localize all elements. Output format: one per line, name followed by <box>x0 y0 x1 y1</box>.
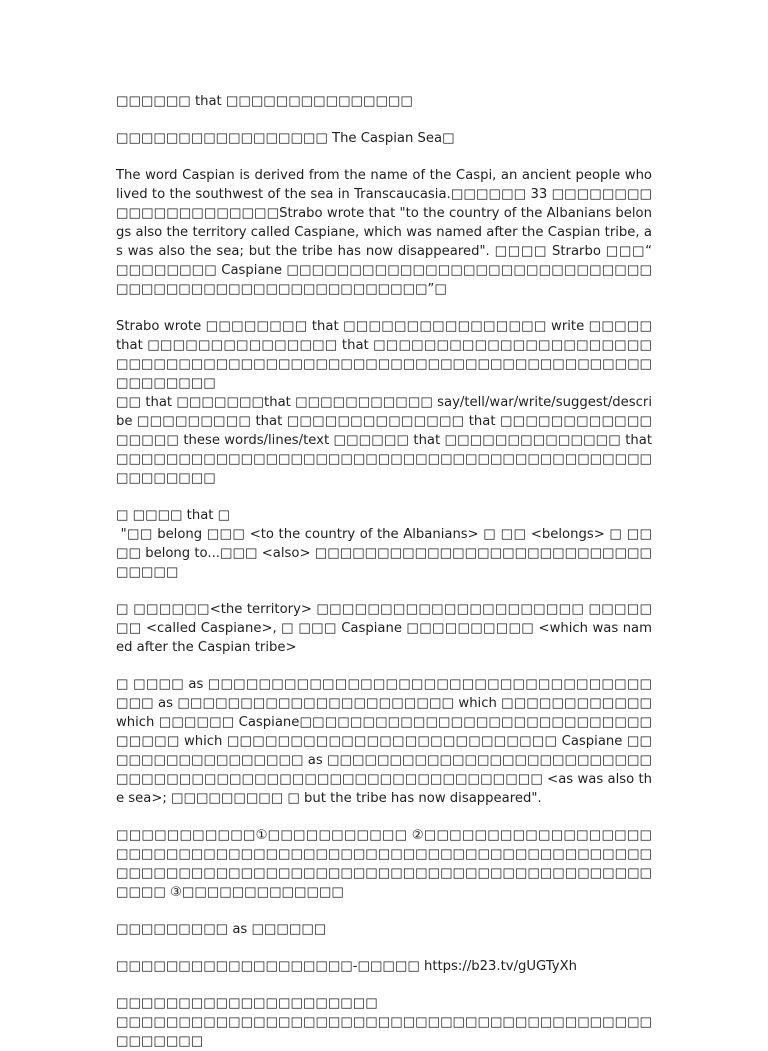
summary-paragraph: □□□□□□□□□□□①□□□□□□□□□□□ ②□□□□□□□□□□□□□□□□□□□□□□□□□□□□□□□□□□□□□□□□□□□□□□□□□□□□□□□□□□□□□□□□□□□□□□□□□□□□□□□□□□□□□□□□□□□□□□□□□□□□□□□□□□□□ ③□□□□□□□□□□□□□ <box>116 828 652 900</box>
point-two-paragraph: □ □□□□□□<the territory> □□□□□□□□□□□□□□□□□□□□□ □□□□□□□ <called Caspiane>, □ □□□ Caspiane □□□□□□□□□□ <which was named after the Caspian tribe> <box>116 602 652 655</box>
etymology-paragraph: The word Caspian is derived from the name of the Caspi, an ancient people who lived to the southwest of the sea in Transcaucasia.□□□□□□ 33 □□□□□□□□□□□□□□□□□□□□□Strabo wrote that "to the country of the Albanians belongs also the territory called Caspiane, which was named after the Caspian tribe, as was also the sea; but the tribe has now disappeared". □□□□ Strarbo □□□“ □□□□□□□□ Caspiane □□□□□□□□□□□□□□□□□□□□□□□□□□□□□□□□□□□□□□□□□□□□□□□□□□□□□□”□ <box>116 168 657 297</box>
as-note-line: □□□□□□□□□ as □□□□□□ <box>116 922 327 937</box>
point-one-heading: □ □□□□ that □ <box>116 508 231 523</box>
closing-block <box>116 994 652 1051</box>
closing-line-1: □□□□□□□□□□□□□□□□□□□□□ <box>116 996 378 1011</box>
that-clause-paragraph: □□ that □□□□□□□that □□□□□□□□□□□ say/tell/war/write/suggest/describe □□□□□□□□□ that □□□□□□□□□□□□□□ that □□□□□□□□□□□□□□□□□ these words/lines/text □□□□□□ that □□□□□□□□□□□□□□ that □□□□□□□□□□□□□□□□□□□□□□□□□□□□□□□□□□□□□□□□□□□□□□□□□□□ <box>116 395 657 486</box>
closing-line-2: □□□□□□□□□□□□□□□□□□□□□□□□□□□□□□□□□□□□□□□□□□□□□□□□□□ <box>116 1015 652 1049</box>
strabo-wrote-paragraph: Strabo wrote □□□□□□□□ that □□□□□□□□□□□□□□□□ write □□□□□ that □□□□□□□□□□□□□□□ that □□□□□□□□□□□□□□□□□□□□□□□□□□□□□□□□□□□□□□□□□□□□□□□□□□□□□□□□□□□□□□□□□□□□□□□□□ <box>116 319 657 391</box>
analysis-block <box>116 317 657 488</box>
document-page <box>116 92 657 1051</box>
point-three-paragraph: □ □□□□ as □□□□□□□□□□□□□□□□□□□□□□□□□□□□□□□□□□□□□□ as □□□□□□□□□□□□□□□□□□□□□□ which □□□□□□□□□□□□ which □□□□□□ Caspiane□□□□□□□□□□□□□□□□□□□□□□□□□□□□□□□□□ which □□□□□□□□□□□□□□□□□□□□□□□□□□ Caspiane □□□□□□□□□□□□□□□□□ as □□□□□□□□□□□□□□□□□□□□□□□□□□□□□□□□□□□□□□□□□□□□□□□□□□□□□□□□□□□□ <as was also the sea>; □□□□□□□□□ □ but the tribe has now disappeared". <box>116 677 657 806</box>
point-one-block <box>116 506 652 582</box>
heading-caspian-sea: □□□□□□□□□□□□□□□□□ The Caspian Sea□ <box>116 131 455 146</box>
video-link-line: □□□□□□□□□□□□□□□□□□□-□□□□□ https://b23.tv/gUGTyXh <box>116 959 577 974</box>
point-one-body: "□□ belong □□□ <to the country of the Albanians> □ □□ <belongs> □ □□□□ belong to...□□□ <also> □□□□□□□□□□□□□□□□□□□□□□□□□□□□□□□□ <box>116 527 652 580</box>
intro-line: □□□□□□ that □□□□□□□□□□□□□□□ <box>116 94 413 109</box>
